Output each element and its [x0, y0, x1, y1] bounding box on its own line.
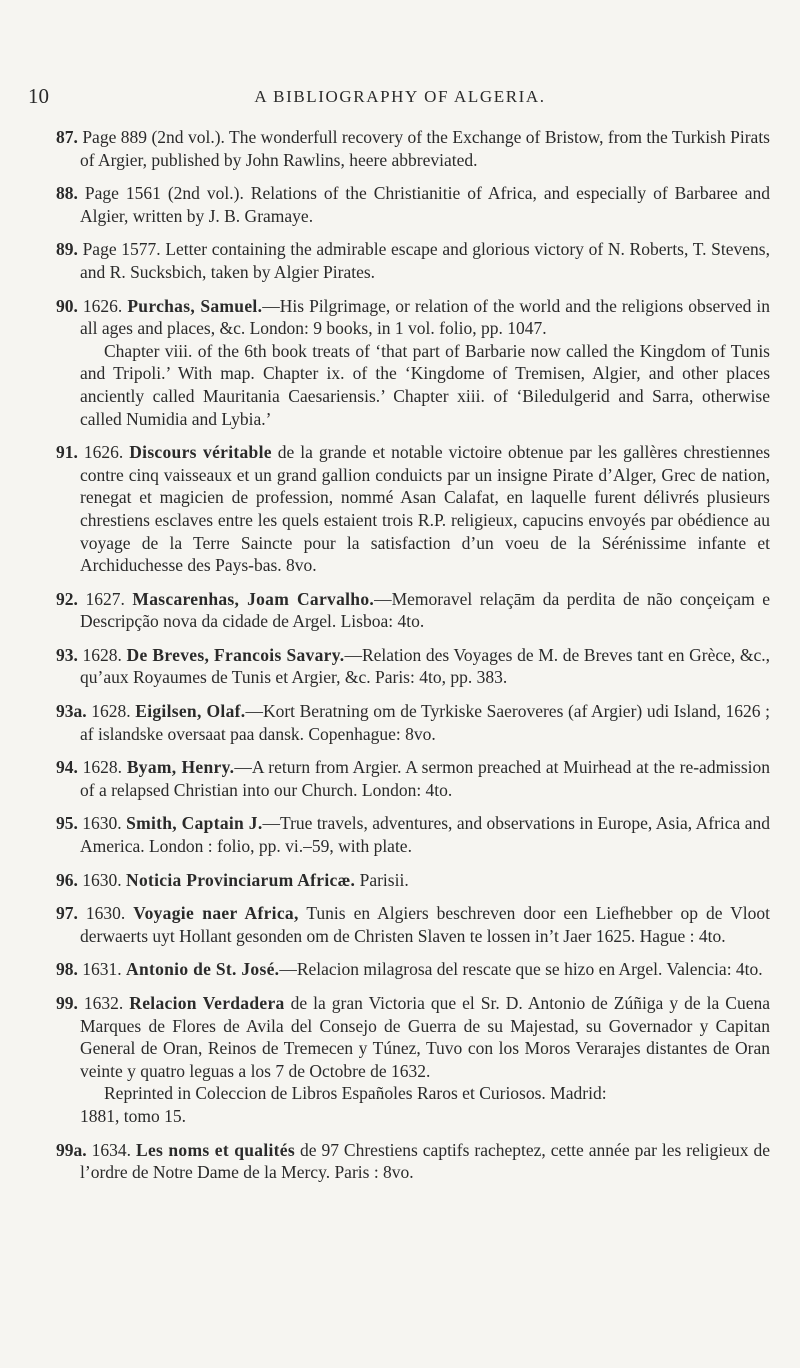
entry-number: 93.: [56, 644, 78, 665]
entry-number: 98.: [56, 959, 78, 980]
bibliography-entry: [56, 756, 770, 801]
bibliography-entry: [56, 992, 770, 1128]
entry-text: Page 1561 (2nd vol.). Relations of the Christianitie of Africa, and especially of Barbaree and Algier, written by J. B. Gramaye.: [80, 183, 771, 226]
entry-text: —A return from Argier. A sermon preached at Muirhead at the re-admission of a relapsed Christian into our Church. London: 4to.: [80, 757, 771, 800]
entry-text: Page 1577. Letter containing the admirable escape and glorious victory of N. Roberts, T. Stevens, and R. Sucksbich, taken by Algier Pirates.: [80, 239, 770, 282]
entry-text: Parisii.: [355, 869, 409, 890]
page-number: 10: [28, 84, 49, 108]
entry-note: Reprinted in Coleccion de Libros Españoles Raros et Curiosos. Madrid:: [104, 1083, 607, 1104]
entry-text: —Relacion milagrosa del rescate que se hizo en Argel. Valencia: 4to.: [279, 959, 763, 980]
bibliography-entry: [56, 1139, 770, 1184]
entry-number: 90.: [56, 295, 78, 316]
entry-note: 1881, tomo 15.: [80, 1105, 186, 1126]
entry-year: 1630.: [82, 813, 122, 834]
entry-text: de 97 Chrestiens captifs racheptez, cette année par les religieux de l’ordre de Notre Dame de la Mercy. Paris : 8vo.: [80, 1139, 771, 1183]
entry-number: 87.: [56, 127, 78, 147]
entry-year: 1631.: [82, 959, 122, 980]
entry-text: —Relation des Voyages de M. de Breves tant en Grèce, &c., qu’aux Royaumes de Tunis et Argier, &c. Paris: 4to, pp. 383.: [80, 644, 771, 688]
entry-text: Tunis en Algiers beschreven door een Liefhebber op de Vloot derwaerts uyt Hollant gesonden om de Christen Slaven te lossen in’t Jaer 1625. Hague : 4to.: [80, 903, 770, 946]
entry-text: Page 889 (2nd vol.). The wonderfull recovery of the Exchange of Bristow, from the Turkish Pirats of Argier, published by John Rawlins, heere abbreviated.: [80, 127, 770, 170]
entry-author-title: De Breves, Francois Savary.: [126, 644, 345, 665]
entry-year: 1627.: [85, 588, 125, 609]
entry-year: 1630.: [82, 869, 122, 890]
entry-number: 89.: [56, 239, 78, 260]
entry-number: 91.: [56, 442, 78, 463]
entry-number: 92.: [56, 588, 78, 609]
entry-year: 1628.: [82, 644, 122, 665]
entry-author-title: Smith, Captain J.: [126, 813, 263, 834]
bibliography-entry: [56, 295, 770, 431]
entry-text: —True travels, adventures, and observations in Europe, Asia, Africa and America. London : folio, pp. vi.–59, with plate.: [80, 813, 770, 857]
entry-year: 1632.: [83, 993, 124, 1013]
entry-text: de la gran Victoria que el Sr. D. Antonio de Zúñiga y de la Cuena Marques de Flores de Avila del Consejo de Guerra de su Majestad, su Governador y Capitan General de Oran, Reinos de Tremecen y Túnez, Tuvo con los Moros Verarajes distantes de Oran veinte y quatro leguas a los 7 de Octobre de 1632.: [80, 993, 770, 1081]
entry-author-title: Les noms et qualités: [135, 1139, 295, 1160]
bibliography-entry: [56, 644, 770, 689]
bibliography-entry: [56, 238, 770, 283]
entry-author-title: Purchas, Samuel.: [127, 295, 263, 316]
bibliography-entry: [56, 441, 770, 577]
entry-number: 97.: [56, 903, 78, 924]
entry-number: 99.: [56, 993, 78, 1013]
bibliography-entry: [56, 869, 770, 892]
bibliography-entry: [56, 588, 770, 633]
entry-author-title: Mascarenhas, Joam Carvalho.: [132, 588, 375, 609]
entry-year: 1626.: [82, 295, 123, 316]
entry-year: 1630.: [85, 903, 126, 924]
bibliography-entries: [56, 126, 770, 1195]
bibliography-entry: [56, 700, 770, 745]
entry-author-title: Relacion Verdadera: [129, 993, 285, 1013]
entry-author-title: Eigilsen, Olaf.: [135, 701, 246, 722]
entry-year: 1626.: [83, 442, 124, 463]
entry-author-title: Byam, Henry.: [126, 757, 235, 778]
entry-number: 95.: [56, 813, 78, 834]
entry-text: —Memoravel relaçām da perdita de não conçeiçam e Descripção nova da cidade de Argel. Lisboa: 4to.: [80, 588, 771, 632]
entry-text: de la grande et notable victoire obtenue par les gallères chrestiennes contre cinq vaisseaux et un grand gallion conduicts par un insigne Pirate d’Alger, Grec de nation, renegat et magicien de profession, nommé Asan Calafat, en laquelle furent délivrés plusieurs chrestiens esclaves entre les quels estaient trois R.P. religieux, capucins envoyés par obédience au voyage de la Terre Saincte pour la satisfaction d’un voeu de la Sérénissime infante et Archiduchesse des Pays-bas. 8vo.: [80, 442, 771, 576]
entry-note: Chapter viii. of the 6th book treats of ‘that part of Barbarie now called the Kingdom of Tunis and Tripoli.’ With map. Chapter ix. of the ‘Kingdome of Tremisen, Algier, and other places anciently called Mauritania Caesariensis.’ Chapter xiii. of ‘Biledulgerid and Sarra, otherwise called Numidia and Lybia.’: [80, 340, 770, 429]
running-title: A BIBLIOGRAPHY OF ALGERIA.: [254, 87, 546, 106]
entry-number: 96.: [56, 869, 78, 890]
entry-author-title: Antonio de St. José.: [126, 959, 280, 980]
bibliography-entry: [56, 812, 770, 857]
entry-number: 88.: [56, 183, 78, 204]
entry-text: —Kort Beratning om de Tyrkiske Saeroveres (af Argier) udi Island, 1626 ; af islandske oversaat paa dansk. Copenhague: 8vo.: [80, 701, 771, 744]
entry-year: 1634.: [91, 1139, 131, 1160]
entry-year: 1628.: [82, 757, 123, 778]
entry-number: 94.: [56, 757, 78, 778]
entry-number: 99a.: [56, 1139, 87, 1160]
bibliography-entry: [56, 958, 770, 981]
entry-year: 1628.: [91, 701, 131, 722]
entry-text: —His Pilgrimage, or relation of the world and the religions observed in all ages and places, &c. London: 9 books, in 1 vol. folio, pp. 1047.: [80, 295, 771, 339]
entry-author-title: Discours véritable: [129, 442, 272, 463]
entry-author-title: Voyagie naer Africa,: [133, 903, 299, 924]
bibliography-entry: [56, 182, 770, 227]
bibliography-entry: [56, 126, 770, 171]
bibliography-entry: [56, 902, 770, 947]
entry-author-title: Noticia Provinciarum Africæ.: [126, 869, 356, 890]
entry-number: 93a.: [56, 701, 87, 722]
